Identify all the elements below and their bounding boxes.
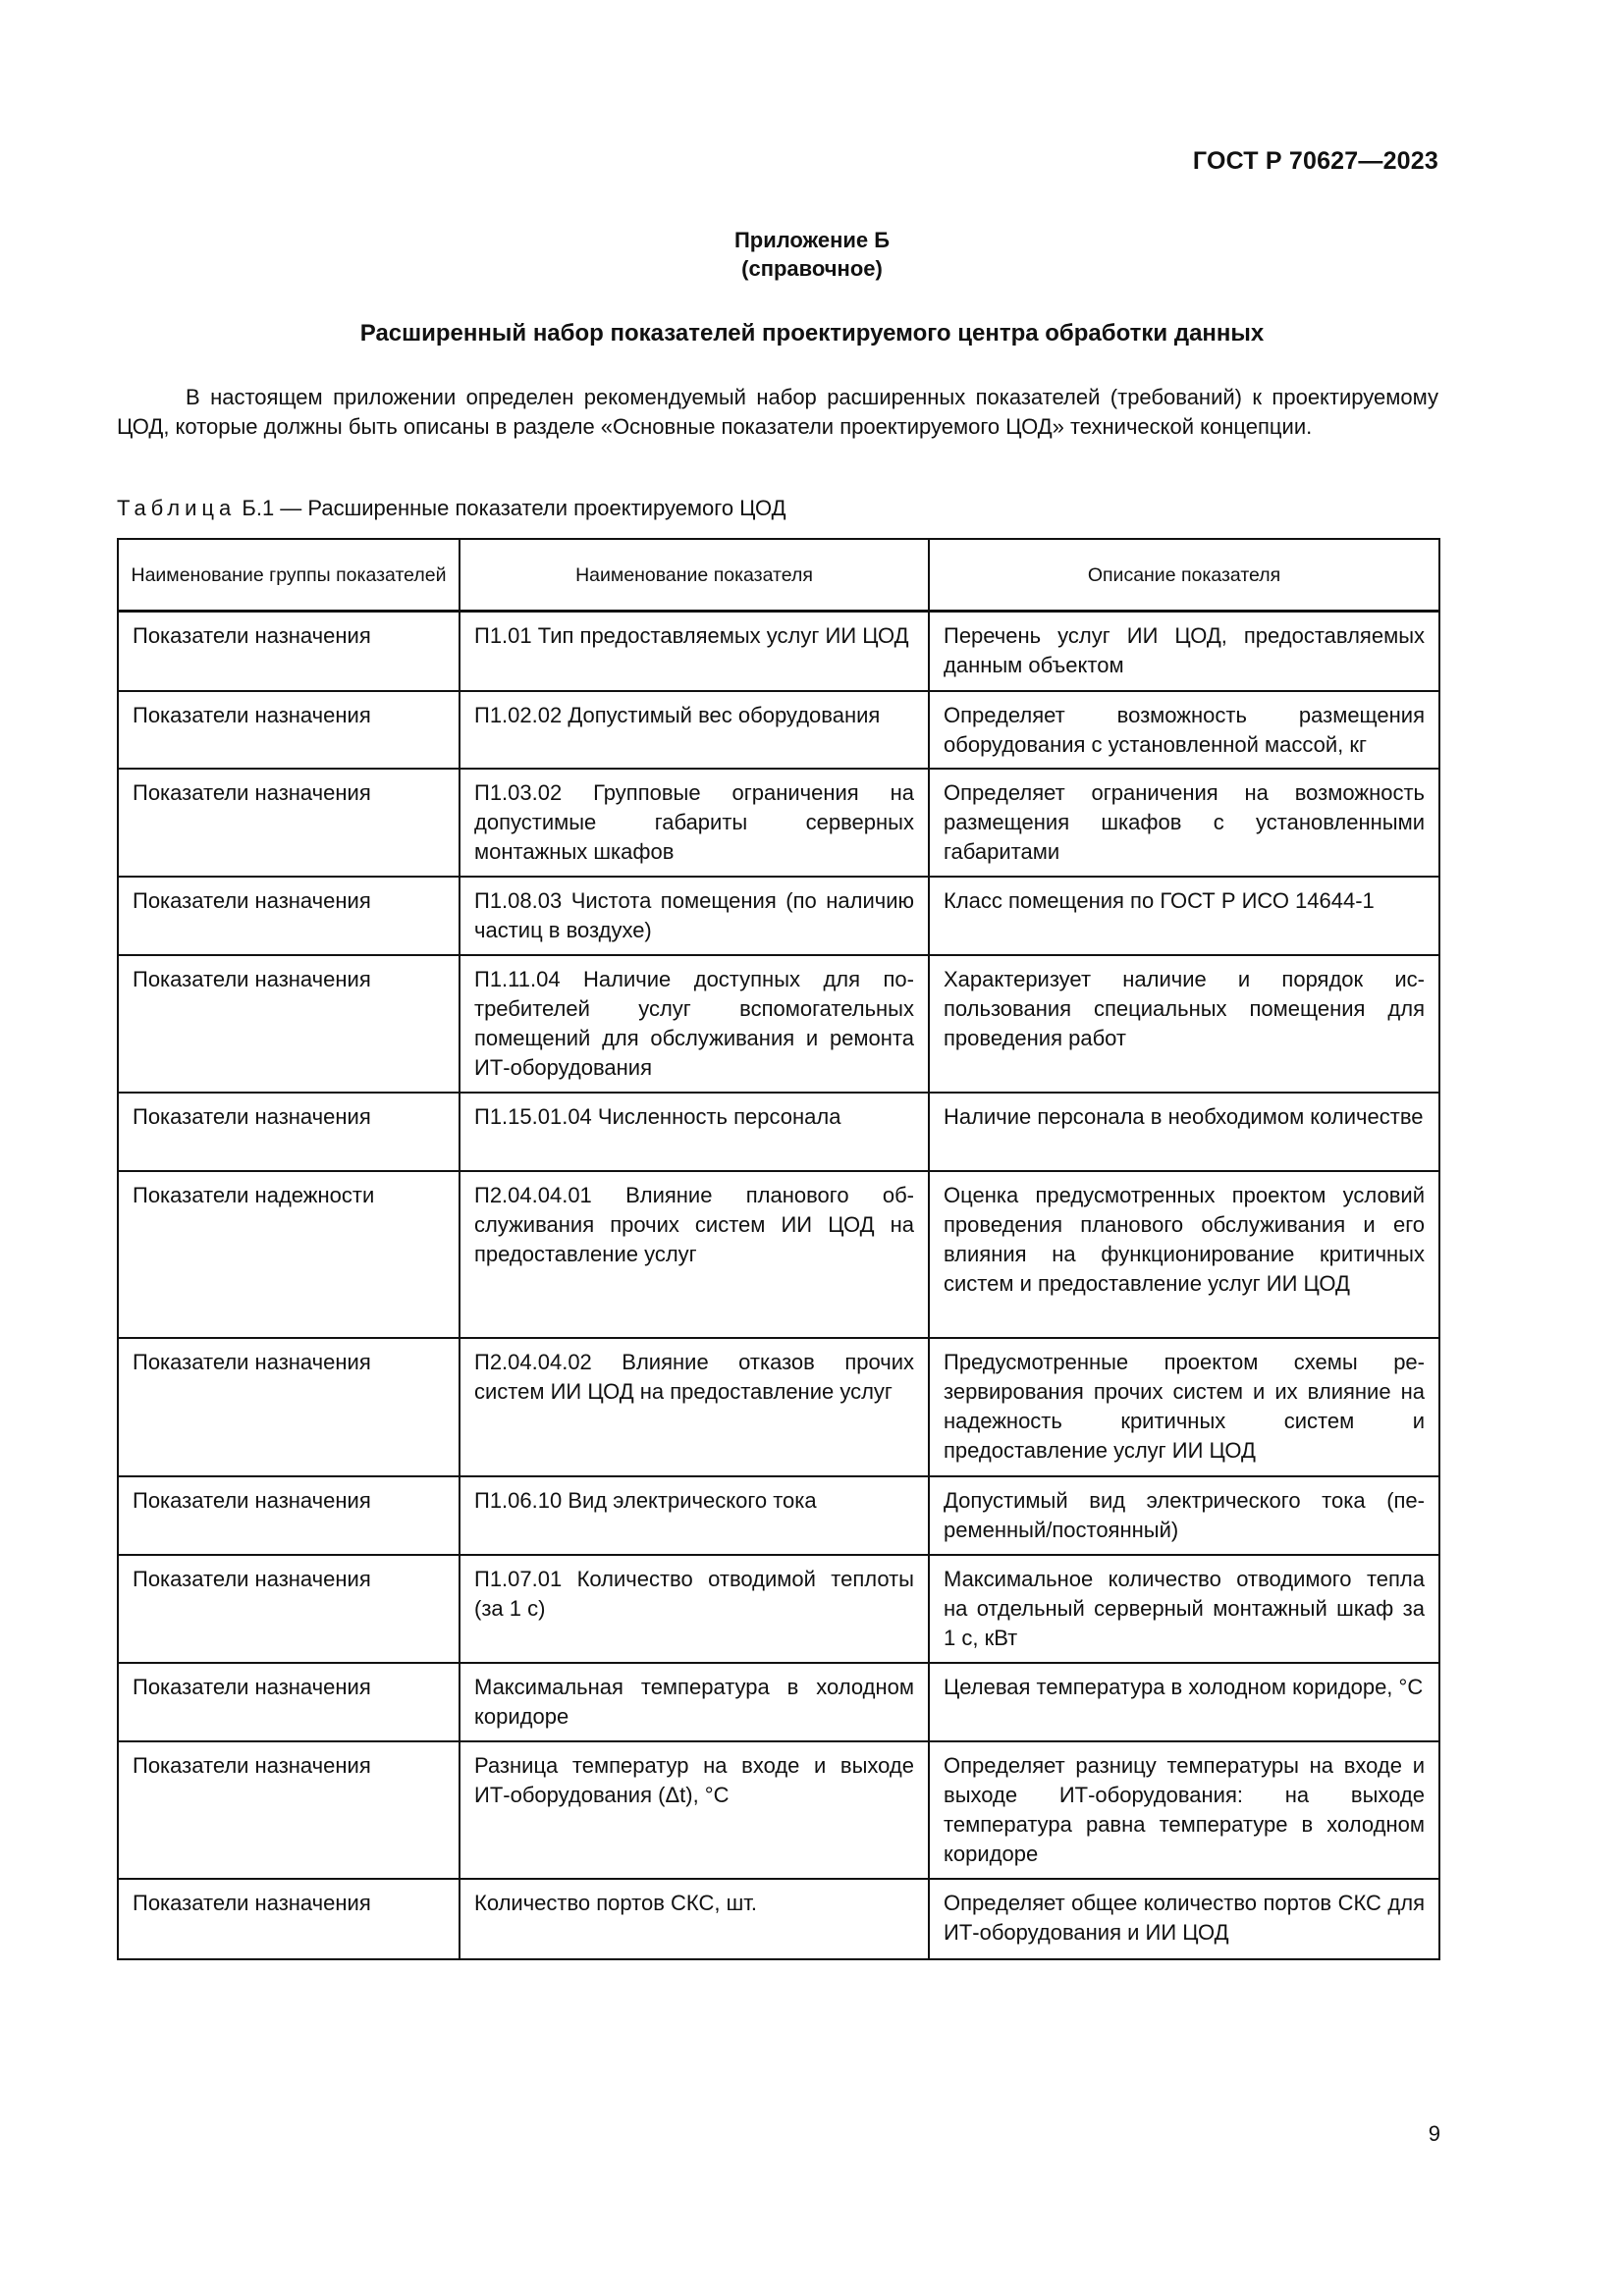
table-header-row [118, 539, 1439, 612]
group-cell: Показатели назначения [118, 877, 460, 955]
group-cell: Показатели назначения [118, 1879, 460, 1959]
table-row [118, 1879, 1439, 1959]
indicator-cell: П1.01 Тип предоставляемых услуг ИИ ЦОД [460, 612, 929, 691]
group-cell: Показатели назначения [118, 1338, 460, 1476]
indicator-cell: П1.11.04 Наличие доступных для потребителей услуг вспомогательных помещений для обслуживания и ремонта ИТ-оборудования [460, 955, 929, 1093]
description-cell: Определяет ограничения на возможность размещения шкафов с установленными габаритами [929, 769, 1439, 877]
indicator-cell: П1.07.01 Количество отводимой теплоты (за 1 с) [460, 1555, 929, 1663]
group-cell: Показатели назначения [118, 1555, 460, 1663]
intro-paragraph: В настоящем приложении определен рекомендуемый набор расширенных показателей (требований) к проектируемому ЦОД, которые должны быть описаны в разделе «Основные показатели проектируемого ЦОД» технической концепции. [117, 385, 1438, 439]
description-cell: Характеризует наличие и порядок использования специальных помещения для проведения работ [929, 955, 1439, 1093]
indicator-cell: П2.04.04.01 Влияние планового обслуживания прочих систем ИИ ЦОД на предоставление услуг [460, 1171, 929, 1338]
annex-title: Приложение Б [733, 228, 891, 252]
table-row [118, 1476, 1439, 1555]
table-row [118, 955, 1439, 1093]
table-row [118, 877, 1439, 955]
column-header-description: Описание показателя [929, 539, 1439, 612]
description-cell: Определяет возможность размещения оборудования с установленной массой, кг [929, 691, 1439, 769]
table-caption-text: Б.1 — Расширенные показатели проектируемого ЦОД [242, 496, 786, 520]
group-cell: Показатели назначения [118, 612, 460, 691]
group-cell: Показатели назначения [118, 691, 460, 769]
table-row [118, 691, 1439, 769]
annex-subtitle: (справочное) [741, 256, 883, 281]
group-cell: Показатели назначения [118, 1093, 460, 1171]
document-code: ГОСТ Р 70627—2023 [1192, 147, 1438, 175]
indicator-cell: П1.06.10 Вид электрического тока [460, 1476, 929, 1555]
description-cell: Определяет разницу температуры на входе и выходе ИТ-оборудования: на выходе температура равна температуре в холодном коридоре [929, 1741, 1439, 1879]
description-cell: Перечень услуг ИИ ЦОД, предоставляемых данным объектом [929, 612, 1439, 691]
table-caption [117, 496, 786, 521]
annex-title-block [0, 226, 1624, 283]
page-number: 9 [1428, 2121, 1440, 2146]
group-cell: Показатели назначения [118, 1741, 460, 1879]
column-header-indicator: Наименование показателя [460, 539, 929, 612]
description-cell: Предусмотренные проектом схемы резервирования прочих систем и их влияние на надежность критичных систем и предоставление услуг ИИ ЦОД [929, 1338, 1439, 1476]
group-cell: Показатели назначения [118, 1663, 460, 1741]
indicator-cell: П1.15.01.04 Численность персонала [460, 1093, 929, 1171]
table-row [118, 1555, 1439, 1663]
table-row [118, 1093, 1439, 1171]
indicator-cell: Разница температур на входе и выходе ИТ-оборудования (Δt), °С [460, 1741, 929, 1879]
description-cell: Целевая температура в холодном коридоре, °С [929, 1663, 1439, 1741]
table-row [118, 769, 1439, 877]
indicator-cell: Количество портов СКС, шт. [460, 1879, 929, 1959]
description-cell: Допустимый вид электрического тока (переменный/постоянный) [929, 1476, 1439, 1555]
description-cell: Наличие персонала в необходимом количестве [929, 1093, 1439, 1171]
table-row [118, 1338, 1439, 1476]
table-row [118, 612, 1439, 691]
indicator-cell: П1.03.02 Групповые ограничения на допустимые габариты серверных монтажных шкафов [460, 769, 929, 877]
table-row [118, 1741, 1439, 1879]
indicators-table [117, 538, 1440, 1960]
description-cell: Максимальное количество отводимого тепла на отдельный серверный монтажный шкаф за 1 с, кВт [929, 1555, 1439, 1663]
description-cell: Класс помещения по ГОСТ Р ИСО 14644-1 [929, 877, 1439, 955]
group-cell: Показатели назначения [118, 769, 460, 877]
indicator-cell: Максимальная температура в холодном коридоре [460, 1663, 929, 1741]
column-header-group: Наименование группы показателей [118, 539, 460, 612]
table-caption-label: Таблица [117, 496, 237, 520]
indicator-cell: П2.04.04.02 Влияние отказов прочих систем ИИ ЦОД на предоставление услуг [460, 1338, 929, 1476]
indicator-cell: П1.02.02 Допустимый вес оборудования [460, 691, 929, 769]
indicator-cell: П1.08.03 Чистота помещения (по наличию частиц в воздухе) [460, 877, 929, 955]
table-row [118, 1171, 1439, 1338]
group-cell: Показатели надежности [118, 1171, 460, 1338]
group-cell: Показатели назначения [118, 1476, 460, 1555]
section-heading: Расширенный набор показателей проектируемого центра обработки данных [359, 320, 1265, 347]
table-row [118, 1663, 1439, 1741]
description-cell: Определяет общее количество портов СКС для ИТ-оборудования и ИИ ЦОД [929, 1879, 1439, 1959]
description-cell: Оценка предусмотренных проектом условий проведения планового обслуживания и его влияния на функционирование критичных систем и предоставление услуг ИИ ЦОД [929, 1171, 1439, 1338]
group-cell: Показатели назначения [118, 955, 460, 1093]
